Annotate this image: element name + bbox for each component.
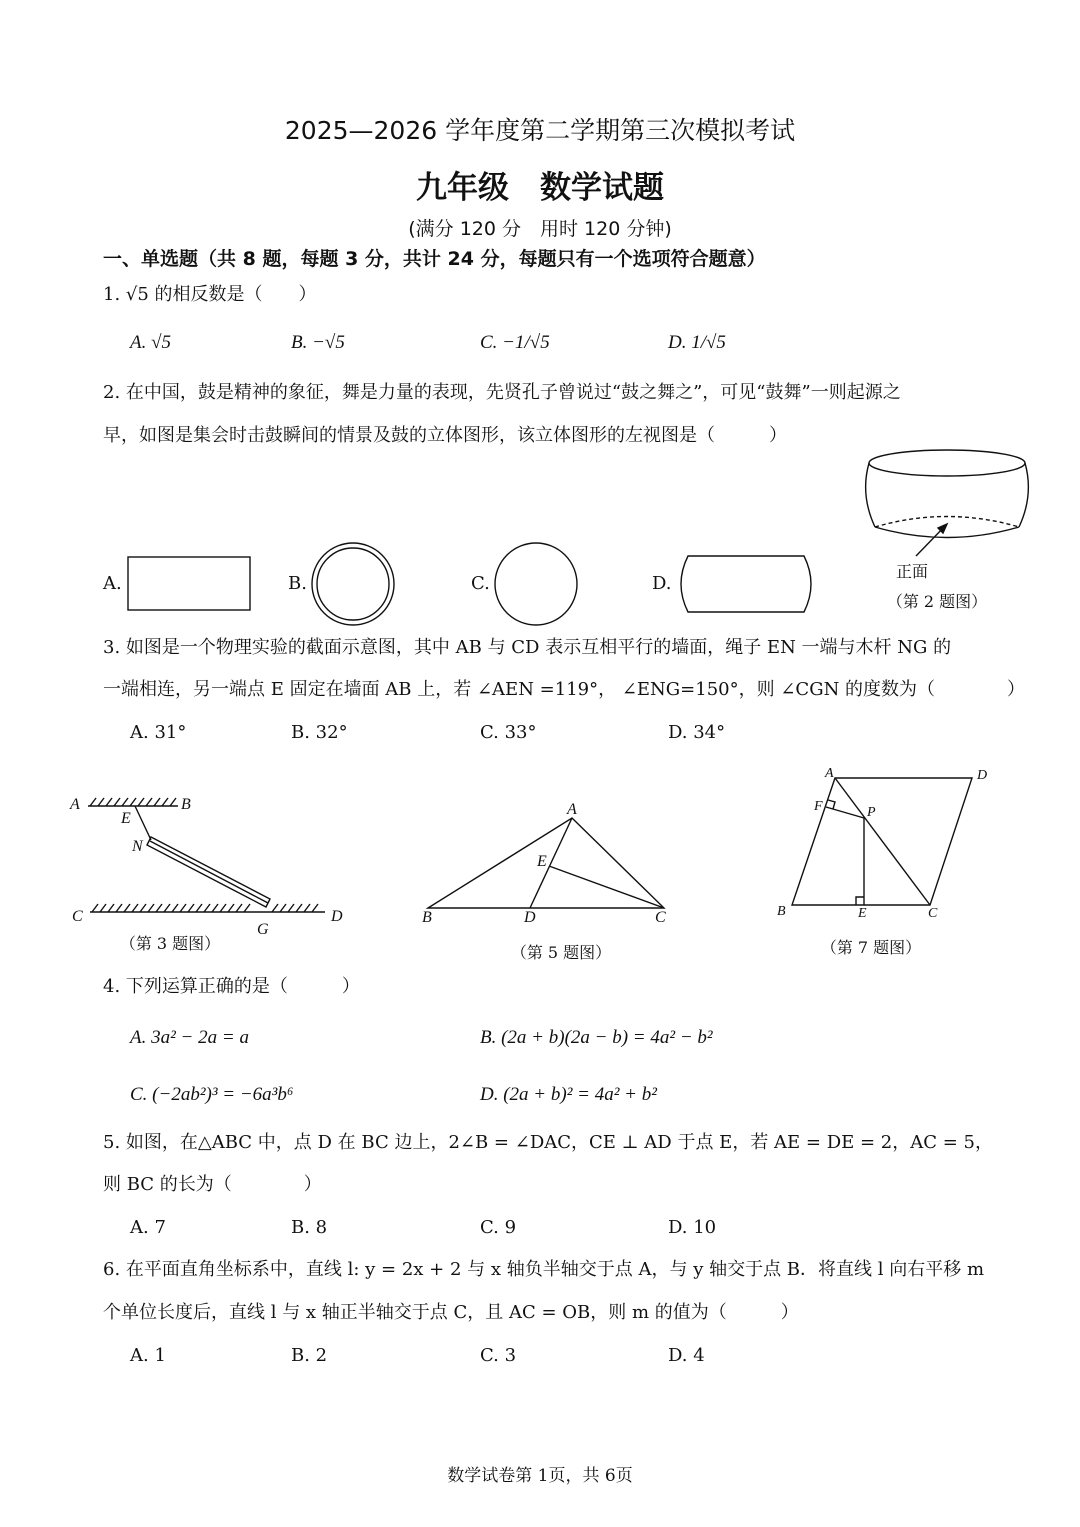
exam-info: (满分 120 分 用时 120 分钟) [408, 218, 672, 240]
q4-option-b: B. (2a + b)(2a − b) = 4a² − b² [480, 1027, 713, 1048]
q3-line-1: 3. 如图是一个物理实验的截面示意图，其中 AB 与 CD 表示互相平行的墙面，绳子 EN 一端与木杆 NG 的 [103, 637, 952, 658]
section-heading: 一、单选题（共 8 题，每题 3 分，共计 24 分，每题只有一个选项符合题意） [103, 248, 766, 270]
fig3-label-a: A [70, 796, 80, 813]
q6-line-1: 6. 在平面直角坐标系中，直线 l: y = 2x + 2 与 x 轴负半轴交于点 A，与 y 轴交于点 B．将直线 l 向右平移 m [103, 1259, 985, 1280]
option-b-double-circle [312, 543, 394, 625]
fig5-label-a: A [567, 801, 577, 818]
q6-line-2: 个单位长度后，直线 l 与 x 轴正半轴交于点 C，且 AC = OB，则 m 的值为（ ） [103, 1302, 799, 1323]
fig3-label-e: E [121, 810, 131, 827]
q2-option-b: B. [288, 573, 307, 594]
fig7-label-a: A [825, 766, 834, 781]
fig5-caption: （第 5 题图） [510, 943, 612, 962]
q1-stem: 1. √5 的相反数是（ ） [103, 284, 317, 305]
q4-option-a: A. 3a² − 2a = a [130, 1027, 249, 1048]
fig3-label-d: D [331, 908, 343, 925]
fig7-label-f: F [814, 799, 823, 814]
fig5-label-e: E [537, 853, 547, 870]
q5-line-2: 则 BC 的长为（ ） [103, 1174, 322, 1195]
q1-option-a: A. √5 [130, 332, 172, 353]
exam-subtitle: 九年级 数学试题 [416, 170, 664, 206]
q6-option-d: D. 4 [668, 1345, 705, 1366]
q2-option-a: A. [103, 573, 122, 594]
fig7-label-e: E [858, 906, 867, 921]
q2-option-c: C. [471, 573, 490, 594]
fig7-label-b: B [777, 904, 786, 919]
q3-option-a: A. 31° [130, 722, 187, 743]
q4-option-c: C. (−2ab²)³ = −6a³b⁶ [130, 1084, 294, 1105]
q2-line-1: 2. 在中国，鼓是精神的象征，舞是力量的表现，先贤孔子曾说过“鼓之舞之”，可见“鼓舞”一则起源之 [103, 382, 901, 403]
fig5-label-d: D [524, 909, 536, 926]
q6-option-c: C. 3 [480, 1345, 517, 1366]
q1-option-d: D. 1/√5 [668, 332, 726, 353]
q5-option-d: D. 10 [668, 1217, 717, 1238]
q5-option-a: A. 7 [130, 1217, 166, 1238]
q1-option-b: B. −√5 [291, 332, 345, 353]
exam-title: 2025—2026 学年度第二学期第三次模拟考试 [284, 116, 796, 145]
page-footer: 数学试卷第 1页，共 6页 [447, 1466, 633, 1486]
option-a-rectangle [128, 557, 250, 610]
q5-option-b: B. 8 [291, 1217, 328, 1238]
q4-stem: 4. 下列运算正确的是（ ） [103, 976, 360, 997]
fig3-caption: （第 3 题图） [119, 934, 221, 953]
fig3-label-c: C [72, 908, 83, 925]
fig7-label-d: D [977, 768, 988, 783]
fig5-label-c: C [655, 909, 666, 926]
q3-line-2: 一端相连，另一端点 E 固定在墙面 AB 上，若 ∠AEN =119°， ∠ENG=150°，则 ∠CGN 的度数为（ ） [103, 679, 1026, 700]
q3-option-d: D. 34° [668, 722, 726, 743]
drum-figure [866, 450, 1029, 556]
q2-line-2: 早，如图是集会时击鼓瞬间的情景及鼓的立体图形，该立体图形的左视图是（ ） [103, 425, 787, 446]
q6-option-a: A. 1 [130, 1345, 166, 1366]
q1-option-c: C. −1/√5 [480, 332, 550, 353]
fig3-label-n: N [132, 838, 143, 855]
q3-option-c: C. 33° [480, 722, 537, 743]
q3-option-b: B. 32° [291, 722, 348, 743]
fig7-caption: （第 7 题图） [820, 938, 922, 957]
q4-option-d: D. (2a + b)² = 4a² + b² [480, 1084, 657, 1105]
q5-line-1: 5. 如图，在△ABC 中，点 D 在 BC 边上，2∠B = ∠DAC，CE ⊥ AD 于点 E，若 AE = DE = 2，AC = 5， [103, 1132, 993, 1153]
option-d-barrel [681, 556, 811, 612]
option-c-circle [495, 543, 577, 625]
q6-option-b: B. 2 [291, 1345, 328, 1366]
fig3-label-b: B [181, 796, 191, 813]
q5-option-c: C. 9 [480, 1217, 517, 1238]
fig3-label-g: G [257, 921, 269, 938]
front-label: 正面 [896, 562, 929, 581]
fig7-label-p: P [867, 805, 876, 820]
fig5-label-b: B [422, 909, 432, 926]
q2-option-d: D. [652, 573, 672, 594]
fig7-label-c: C [928, 906, 938, 921]
fig2-caption: （第 2 题图） [886, 592, 988, 611]
